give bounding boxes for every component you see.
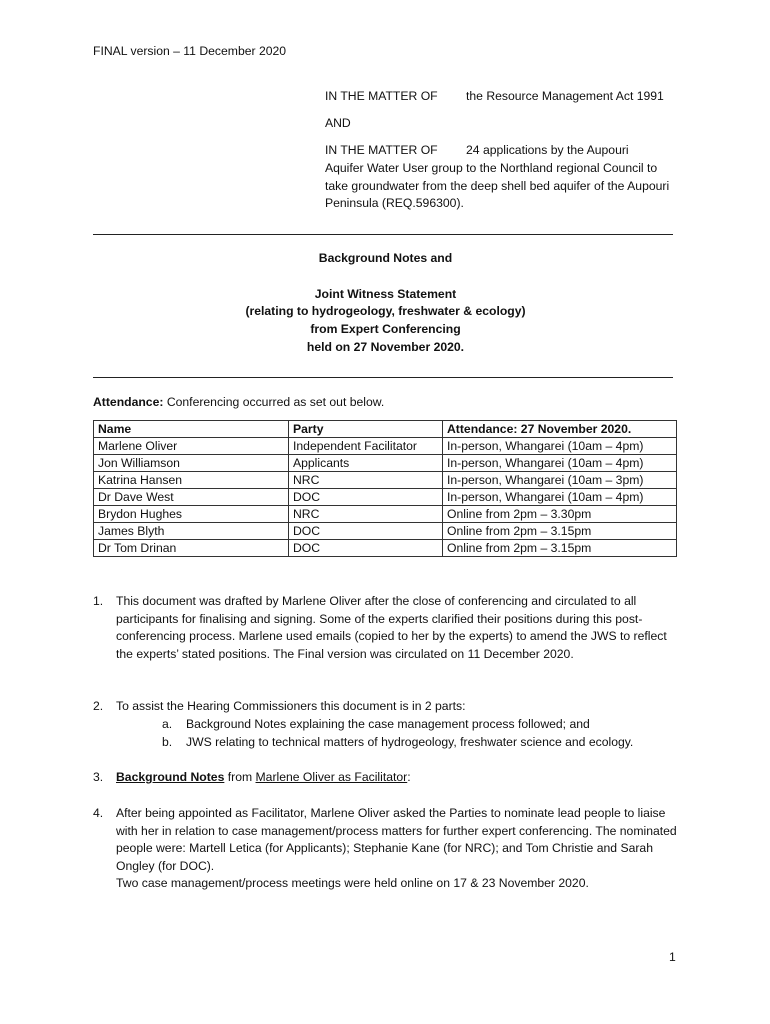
paragraph-1-number: 1. <box>93 594 104 608</box>
attendance-text: Conferencing occurred as set out below. <box>163 395 385 409</box>
sub-b-label: b. <box>162 735 173 749</box>
cell-party: Applicants <box>289 455 443 472</box>
cell-party: Independent Facilitator <box>289 438 443 455</box>
sub-a-label: a. <box>162 717 173 731</box>
paragraph-4 <box>93 805 683 893</box>
cell-party: DOC <box>289 540 443 557</box>
divider-top <box>93 234 673 235</box>
cell-attendance: Online from 2pm – 3.15pm <box>443 523 677 540</box>
cell-name: Jon Williamson <box>94 455 289 472</box>
attendance-table-header <box>94 421 677 438</box>
cell-name: Marlene Oliver <box>94 438 289 455</box>
and-label: AND <box>325 116 351 130</box>
paragraph-4-text-2: Two case management/process meetings were held online on 17 & 23 November 2020. <box>116 876 589 891</box>
cell-name: Dr Dave West <box>94 489 289 506</box>
cell-party: DOC <box>289 523 443 540</box>
paragraph-2-sub-b <box>0 734 770 752</box>
attendance-intro <box>93 395 384 409</box>
sub-b-text: JWS relating to technical matters of hydrogeology, freshwater science and ecology. <box>186 735 634 749</box>
cell-attendance: In-person, Whangarei (10am – 4pm) <box>443 438 677 455</box>
cell-attendance: In-person, Whangarei (10am – 4pm) <box>443 455 677 472</box>
matter-2-text-first: 24 applications by the Aupouri <box>466 143 629 157</box>
cell-party: NRC <box>289 506 443 523</box>
divider-bottom <box>93 377 673 378</box>
cell-attendance: Online from 2pm – 3.15pm <box>443 540 677 557</box>
paragraph-3-number: 3. <box>93 770 104 784</box>
paragraph-2-text: To assist the Hearing Commissioners this document is in 2 parts: <box>116 699 466 713</box>
paragraph-3-underline: Marlene Oliver as Facilitator <box>255 770 408 784</box>
cell-name: Dr Tom Drinan <box>94 540 289 557</box>
paragraph-3-end: : <box>407 770 411 784</box>
sub-a-text: Background Notes explaining the case management process followed; and <box>186 717 590 731</box>
header-attendance: Attendance: 27 November 2020. <box>443 421 677 438</box>
table-row <box>94 455 677 472</box>
attendance-table <box>93 420 677 557</box>
document-version-header: FINAL version – 11 December 2020 <box>93 44 287 58</box>
page-number: 1 <box>669 950 676 964</box>
table-row <box>94 506 677 523</box>
attendance-label: Attendance: <box>93 395 164 409</box>
table-row <box>94 438 677 455</box>
paragraph-3-bold: Background Notes <box>116 770 225 784</box>
paragraph-1-text: This document was drafted by Marlene Oliver after the close of conferencing and circulated to all participants for finalising and signing. Some of the experts clarified their positions during this post-conferencing process. Marlene used emails (copied to her by the experts) to amend the JWS to reflect the experts’ stated positions. The Final version was circulated on 11 December 2020. <box>116 594 667 661</box>
cell-attendance: In-person, Whangarei (10am – 3pm) <box>443 472 677 489</box>
paragraph-2-number: 2. <box>93 699 104 713</box>
matter-1-text: the Resource Management Act 1991 <box>466 89 664 103</box>
header-name: Name <box>94 421 289 438</box>
cell-attendance: In-person, Whangarei (10am – 4pm) <box>443 489 677 506</box>
title-line-3: (relating to hydrogeology, freshwater & ecology) <box>245 304 526 318</box>
cell-attendance: Online from 2pm – 3.30pm <box>443 506 677 523</box>
header-party: Party <box>289 421 443 438</box>
cell-party: NRC <box>289 472 443 489</box>
paragraph-4-text: After being appointed as Facilitator, Marlene Oliver asked the Parties to nominate lead people to liaise with her in relation to case management/process matters for further expert conferencing. The nominated people were: Martell Letica (for Applicants); Stephanie Kane (for NRC); and Tom Christie and Sarah Ongley (for DOC). <box>116 806 677 873</box>
table-row <box>94 523 677 540</box>
title-line-5: held on 27 November 2020. <box>306 340 465 354</box>
cell-name: James Blyth <box>94 523 289 540</box>
matter-1-label: IN THE MATTER OF <box>325 89 438 103</box>
cell-name: Katrina Hansen <box>94 472 289 489</box>
title-line-1: Background Notes and <box>318 251 453 265</box>
table-row <box>94 540 677 557</box>
matter-2-text-rest: Aquifer Water User group to the Northland regional Council to take groundwater from the deep shell bed aquifer of the Aupouri Peninsula (REQ.596300). <box>325 161 670 210</box>
cell-party: DOC <box>289 489 443 506</box>
paragraph-1 <box>93 593 683 663</box>
matter-2-label: IN THE MATTER OF <box>325 143 438 157</box>
title-line-4: from Expert Conferencing <box>310 322 461 336</box>
cell-name: Brydon Hughes <box>94 506 289 523</box>
paragraph-4-number: 4. <box>93 806 104 820</box>
paragraph-2-sub-a <box>0 716 770 734</box>
table-row <box>94 489 677 506</box>
paragraph-3 <box>93 769 683 787</box>
paragraph-2 <box>93 698 683 716</box>
table-row <box>94 472 677 489</box>
title-line-2: Joint Witness Statement <box>314 287 457 301</box>
paragraph-3-mid: from <box>224 770 256 784</box>
